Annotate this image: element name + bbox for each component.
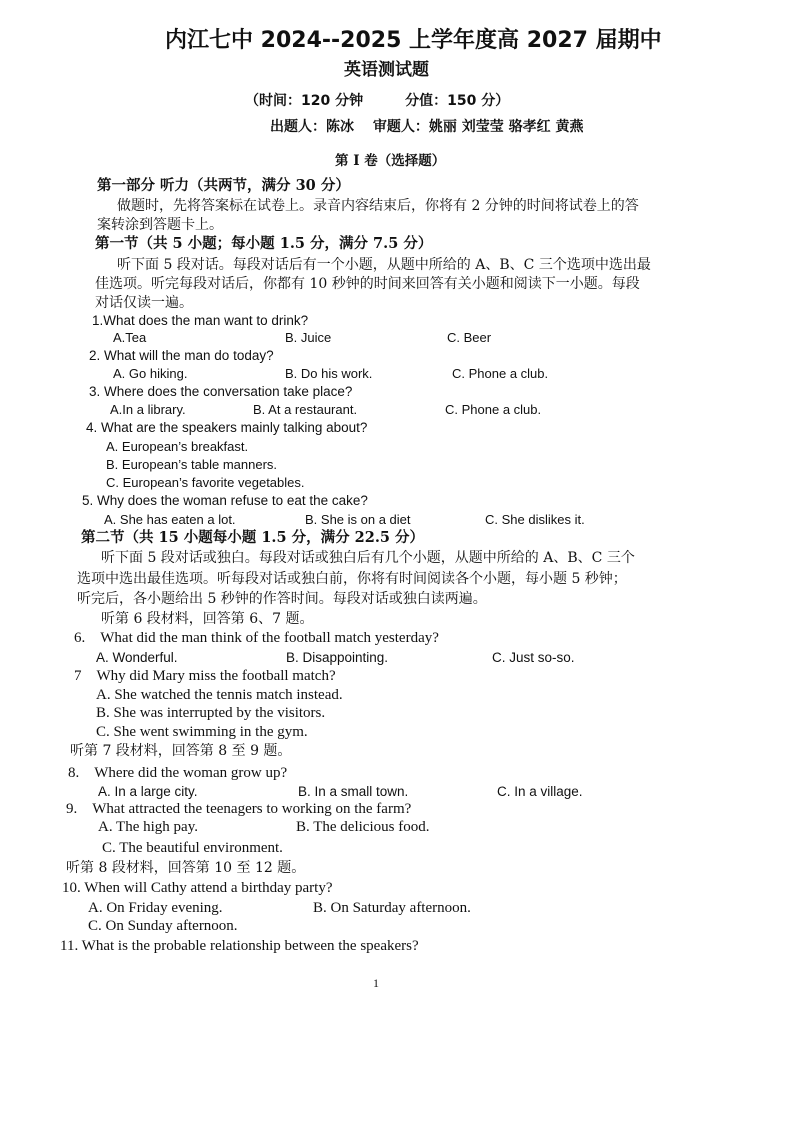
question-stem: 1.What does the man want to drink? bbox=[92, 313, 309, 328]
question-stem: 10. When will Cathy attend a birthday party? bbox=[62, 880, 333, 896]
volume-title: 第 I 卷（选择题） bbox=[335, 153, 446, 169]
option-b: B. Juice bbox=[285, 330, 332, 345]
question-stem: 7 Why did Mary miss the football match? bbox=[74, 668, 336, 684]
option-c: C. She dislikes it. bbox=[485, 512, 585, 527]
option-a: A. She watched the tennis match instead. bbox=[96, 687, 343, 703]
question-stem: 11. What is the probable relationship between the speakers? bbox=[60, 938, 419, 954]
question-stem: 5. Why does the woman refuse to eat the cake? bbox=[82, 493, 368, 508]
option-c: C. Phone a club. bbox=[445, 402, 542, 417]
exam-title: 内江七中 2024--2025 上学年度高 2027 届期中 bbox=[165, 28, 662, 53]
question-stem: 2. What will the man do today? bbox=[89, 348, 274, 363]
page-number: 1 bbox=[373, 976, 379, 990]
option-c: C. In a village. bbox=[497, 784, 583, 799]
option-a: A. European’s breakfast. bbox=[106, 439, 249, 454]
option-a: A.In a library. bbox=[110, 402, 186, 417]
option-b: B. At a restaurant. bbox=[253, 402, 358, 417]
part1-intro-line: 做题时，先将答案标在试卷上。录音内容结束后，你将有 2 分钟的时间将试卷上的答 bbox=[117, 198, 639, 214]
option-a: A. Go hiking. bbox=[113, 366, 188, 381]
option-a: A. The high pay. bbox=[98, 819, 198, 835]
authors-line: 出题人：陈冰 审题人：姚丽 刘莹莹 骆孝红 黄燕 bbox=[270, 119, 584, 135]
question-stem: 8. Where did the woman grow up? bbox=[68, 765, 288, 781]
option-b: B. The delicious food. bbox=[296, 819, 430, 835]
option-b: B. Do his work. bbox=[285, 366, 373, 381]
option-a: A.Tea bbox=[113, 330, 147, 345]
question-stem: 9. What attracted the teenagers to working on the farm? bbox=[66, 801, 412, 817]
section2-heading: 第二节（共 15 小题每小题 1.5 分，满分 22.5 分） bbox=[81, 529, 425, 546]
option-c: C. The beautiful environment. bbox=[102, 840, 283, 856]
material-note: 听第 6 段材料，回答第 6、7 题。 bbox=[101, 611, 314, 627]
option-b: B. She was interrupted by the visitors. bbox=[96, 705, 326, 721]
option-a: A. In a large city. bbox=[98, 784, 198, 799]
option-b: B. In a small town. bbox=[298, 784, 409, 799]
option-c: C. European’s favorite vegetables. bbox=[106, 475, 305, 490]
section1-heading: 第一节（共 5 小题；每小题 1.5 分，满分 7.5 分） bbox=[95, 235, 433, 252]
material-note: 听第 8 段材料，回答第 10 至 12 题。 bbox=[66, 860, 306, 876]
section1-intro-line: 佳选项。听完每段对话后，你都有 10 秒钟的时间来回答有关小题和阅读下一小题。每段 bbox=[95, 276, 640, 292]
option-a: A. On Friday evening. bbox=[88, 900, 223, 916]
section2-intro-line: 听完后，各小题给出 5 秒钟的作答时间。每段对话或独白读两遍。 bbox=[77, 591, 487, 607]
section1-intro-line: 听下面 5 段对话。每段对话后有一个小题，从题中所给的 A、B、C 三个选项中选出最 bbox=[117, 257, 651, 273]
time-score-line: （时间：120 分钟 分值：150 分） bbox=[245, 93, 510, 109]
option-b: B. European’s table manners. bbox=[106, 457, 278, 472]
option-c: C. She went swimming in the gym. bbox=[96, 724, 308, 740]
question-stem: 4. What are the speakers mainly talking about? bbox=[86, 420, 368, 435]
material-note: 听第 7 段材料，回答第 8 至 9 题。 bbox=[70, 743, 292, 759]
question-stem: 3. Where does the conversation take place? bbox=[89, 384, 353, 399]
section2-intro-line: 听下面 5 段对话或独白。每段对话或独白后有几个小题，从题中所给的 A、B、C 三个 bbox=[101, 550, 635, 566]
option-c: C. Phone a club. bbox=[452, 366, 549, 381]
section1-intro-line: 对话仅读一遍。 bbox=[95, 295, 193, 311]
option-a: A. She has eaten a lot. bbox=[104, 512, 236, 527]
option-b: B. Disappointing. bbox=[286, 650, 389, 665]
part1-intro-line: 案转涂到答题卡上。 bbox=[97, 217, 223, 233]
option-b: B. On Saturday afternoon. bbox=[313, 900, 471, 916]
option-c: C. Beer bbox=[447, 330, 492, 345]
option-b: B. She is on a diet bbox=[305, 512, 411, 527]
option-a: A. Wonderful. bbox=[96, 650, 178, 665]
option-c: C. On Sunday afternoon. bbox=[88, 918, 238, 934]
section2-intro-line: 选项中选出最佳选项。听每段对话或独白前，你将有时间阅读各个小题，每小题 5 秒钟； bbox=[77, 571, 627, 587]
option-c: C. Just so-so. bbox=[492, 650, 575, 665]
question-stem: 6. What did the man think of the football match yesterday? bbox=[74, 630, 439, 646]
part1-heading: 第一部分 听力（共两节，满分 30 分） bbox=[97, 177, 350, 194]
exam-subtitle: 英语测试题 bbox=[344, 60, 429, 80]
